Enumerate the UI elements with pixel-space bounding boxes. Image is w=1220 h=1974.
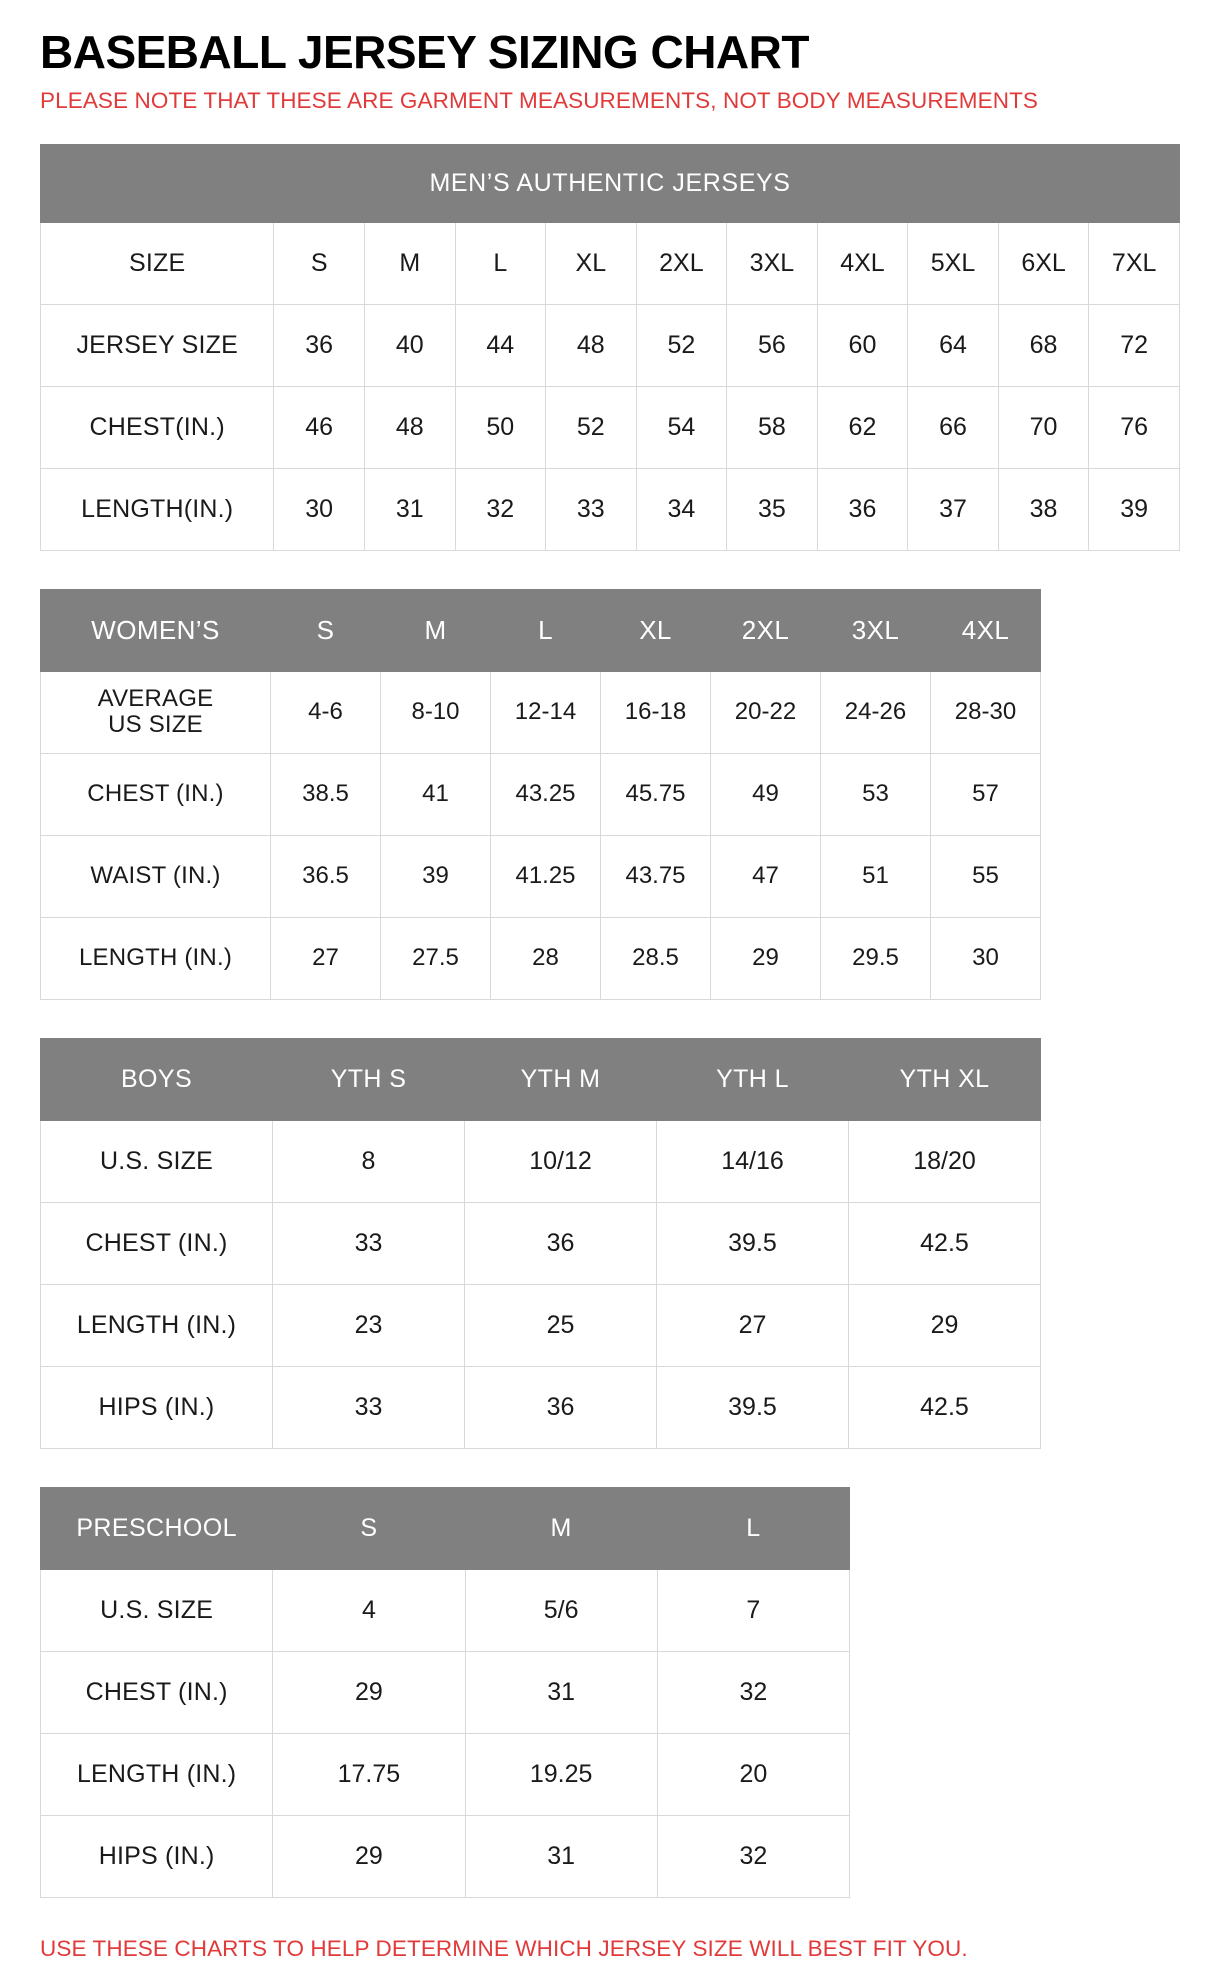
table-row bbox=[41, 1815, 850, 1897]
table-cell: 36.5 bbox=[271, 835, 381, 917]
table-cell: 29 bbox=[849, 1284, 1041, 1366]
table-cell: 31 bbox=[364, 468, 455, 550]
table-cell: 27 bbox=[657, 1284, 849, 1366]
table-cell: 29 bbox=[273, 1651, 465, 1733]
row-label-hips: HIPS (IN.) bbox=[41, 1815, 273, 1897]
table-row bbox=[41, 1651, 850, 1733]
table-header-cell: YTH L bbox=[657, 1038, 849, 1120]
table-cell: 24-26 bbox=[821, 671, 931, 753]
table-cell: 36 bbox=[274, 304, 365, 386]
table-cell: 33 bbox=[273, 1366, 465, 1448]
table-cell: 32 bbox=[657, 1651, 849, 1733]
table-header-cell: M bbox=[465, 1487, 657, 1569]
table-cell: 62 bbox=[817, 386, 908, 468]
table-row bbox=[41, 386, 1180, 468]
table-cell: 44 bbox=[455, 304, 546, 386]
footer-note: USE THESE CHARTS TO HELP DETERMINE WHICH JERSEY SIZE WILL BEST FIT YOU. bbox=[40, 1935, 968, 1961]
table-cell: 29.5 bbox=[821, 917, 931, 999]
table-header-cell: 4XL bbox=[931, 589, 1041, 671]
table-cell: 60 bbox=[817, 304, 908, 386]
table-header-cell: M bbox=[381, 589, 491, 671]
table-cell: 66 bbox=[908, 386, 999, 468]
table-cell: 25 bbox=[465, 1284, 657, 1366]
row-label-length: LENGTH (IN.) bbox=[41, 1733, 273, 1815]
table-cell: 32 bbox=[455, 468, 546, 550]
row-label-chest: CHEST (IN.) bbox=[41, 753, 271, 835]
table-cell: 41.25 bbox=[491, 835, 601, 917]
table-row bbox=[41, 1120, 1041, 1202]
table-header-cell: YTH XL bbox=[849, 1038, 1041, 1120]
table-cell: S bbox=[274, 222, 365, 304]
table-cell: 34 bbox=[636, 468, 727, 550]
table-cell: 4-6 bbox=[271, 671, 381, 753]
row-label-us-size: U.S. SIZE bbox=[41, 1569, 273, 1651]
table-cell: 41 bbox=[381, 753, 491, 835]
table-cell: 30 bbox=[931, 917, 1041, 999]
table-cell: 28-30 bbox=[931, 671, 1041, 753]
table-cell: 37 bbox=[908, 468, 999, 550]
table-cell: 20-22 bbox=[711, 671, 821, 753]
mens-sizing-table bbox=[40, 144, 1180, 551]
table-cell: 27.5 bbox=[381, 917, 491, 999]
table-cell: 43.25 bbox=[491, 753, 601, 835]
row-label-waist: WAIST (IN.) bbox=[41, 835, 271, 917]
table-cell: 31 bbox=[465, 1651, 657, 1733]
table-cell: 35 bbox=[727, 468, 818, 550]
table-cell: 7 bbox=[657, 1569, 849, 1651]
table-cell: 42.5 bbox=[849, 1202, 1041, 1284]
table-cell: 16-18 bbox=[601, 671, 711, 753]
table-cell: 38.5 bbox=[271, 753, 381, 835]
table-cell: 12-14 bbox=[491, 671, 601, 753]
table-cell: 10/12 bbox=[465, 1120, 657, 1202]
table-cell: 57 bbox=[931, 753, 1041, 835]
table-cell: 51 bbox=[821, 835, 931, 917]
table-cell: 6XL bbox=[998, 222, 1089, 304]
garment-measurement-note: PLEASE NOTE THAT THESE ARE GARMENT MEASUREMENTS, NOT BODY MEASUREMENTS bbox=[40, 88, 1039, 114]
table-cell: 64 bbox=[908, 304, 999, 386]
table-cell: 52 bbox=[636, 304, 727, 386]
table-cell: 68 bbox=[998, 304, 1089, 386]
table-cell: 39.5 bbox=[657, 1202, 849, 1284]
table-cell: 17.75 bbox=[273, 1733, 465, 1815]
table-row bbox=[41, 835, 1041, 917]
table-cell: 36 bbox=[465, 1202, 657, 1284]
table-cell: 42.5 bbox=[849, 1366, 1041, 1448]
table-cell: 30 bbox=[274, 468, 365, 550]
table-row bbox=[41, 1202, 1041, 1284]
womens-sizing-table bbox=[40, 589, 1041, 1000]
mens-banner: MEN’S AUTHENTIC JERSEYS bbox=[41, 144, 1180, 222]
row-label-length: LENGTH(IN.) bbox=[41, 468, 274, 550]
preschool-header-label: PRESCHOOL bbox=[41, 1487, 273, 1569]
table-cell: 50 bbox=[455, 386, 546, 468]
row-label-line1: AVERAGE bbox=[97, 684, 214, 712]
table-row bbox=[41, 1284, 1041, 1366]
table-row bbox=[41, 1487, 850, 1569]
table-cell: 5XL bbox=[908, 222, 999, 304]
table-cell: 32 bbox=[657, 1815, 849, 1897]
table-cell: 19.25 bbox=[465, 1733, 657, 1815]
table-cell: 52 bbox=[546, 386, 637, 468]
table-cell: 39 bbox=[381, 835, 491, 917]
table-row bbox=[41, 222, 1180, 304]
boys-sizing-table bbox=[40, 1038, 1041, 1449]
table-header-cell: XL bbox=[601, 589, 711, 671]
row-label-length: LENGTH (IN.) bbox=[41, 917, 271, 999]
table-cell: 72 bbox=[1089, 304, 1180, 386]
row-label-jersey-size: JERSEY SIZE bbox=[41, 304, 274, 386]
table-header-cell: YTH S bbox=[273, 1038, 465, 1120]
table-cell: M bbox=[364, 222, 455, 304]
table-cell: 29 bbox=[273, 1815, 465, 1897]
table-cell: 36 bbox=[817, 468, 908, 550]
table-cell: XL bbox=[546, 222, 637, 304]
page-title: BASEBALL JERSEY SIZING CHART bbox=[40, 26, 809, 78]
table-cell: 48 bbox=[546, 304, 637, 386]
table-row bbox=[41, 304, 1180, 386]
table-cell: 4 bbox=[273, 1569, 465, 1651]
table-cell: 8 bbox=[273, 1120, 465, 1202]
table-cell: 38 bbox=[998, 468, 1089, 550]
table-cell: 3XL bbox=[727, 222, 818, 304]
table-cell: 53 bbox=[821, 753, 931, 835]
table-header-cell: L bbox=[491, 589, 601, 671]
table-cell: 36 bbox=[465, 1366, 657, 1448]
table-cell: 47 bbox=[711, 835, 821, 917]
table-cell: 2XL bbox=[636, 222, 727, 304]
table-cell: 48 bbox=[364, 386, 455, 468]
row-label-line2: US SIZE bbox=[108, 711, 203, 739]
table-cell: 40 bbox=[364, 304, 455, 386]
table-row bbox=[41, 1733, 850, 1815]
table-cell: 56 bbox=[727, 304, 818, 386]
row-label-average-us-size bbox=[41, 671, 271, 753]
table-cell: 76 bbox=[1089, 386, 1180, 468]
table-header-cell: YTH M bbox=[465, 1038, 657, 1120]
boys-header-label: BOYS bbox=[41, 1038, 273, 1120]
table-row bbox=[41, 589, 1041, 671]
table-cell: 18/20 bbox=[849, 1120, 1041, 1202]
table-cell: 39.5 bbox=[657, 1366, 849, 1448]
table-row bbox=[41, 1366, 1041, 1448]
row-label-chest: CHEST (IN.) bbox=[41, 1651, 273, 1733]
table-cell: 4XL bbox=[817, 222, 908, 304]
row-label-chest: CHEST(IN.) bbox=[41, 386, 274, 468]
table-cell: 45.75 bbox=[601, 753, 711, 835]
womens-header-label: WOMEN’S bbox=[41, 589, 271, 671]
row-label-chest: CHEST (IN.) bbox=[41, 1202, 273, 1284]
table-cell: L bbox=[455, 222, 546, 304]
row-label-hips: HIPS (IN.) bbox=[41, 1366, 273, 1448]
table-cell: 33 bbox=[546, 468, 637, 550]
table-cell: 27 bbox=[271, 917, 381, 999]
table-row bbox=[41, 671, 1041, 753]
table-cell: 23 bbox=[273, 1284, 465, 1366]
table-cell: 70 bbox=[998, 386, 1089, 468]
table-cell: 49 bbox=[711, 753, 821, 835]
table-cell: 20 bbox=[657, 1733, 849, 1815]
table-cell: 28.5 bbox=[601, 917, 711, 999]
row-label-size: SIZE bbox=[41, 222, 274, 304]
table-row bbox=[41, 917, 1041, 999]
table-cell: 31 bbox=[465, 1815, 657, 1897]
table-cell: 39 bbox=[1089, 468, 1180, 550]
preschool-sizing-table bbox=[40, 1487, 850, 1898]
table-cell: 43.75 bbox=[601, 835, 711, 917]
table-cell: 28 bbox=[491, 917, 601, 999]
table-header-cell: S bbox=[271, 589, 381, 671]
table-cell: 46 bbox=[274, 386, 365, 468]
row-label-us-size: U.S. SIZE bbox=[41, 1120, 273, 1202]
table-cell: 58 bbox=[727, 386, 818, 468]
table-cell: 5/6 bbox=[465, 1569, 657, 1651]
table-row bbox=[41, 753, 1041, 835]
table-row bbox=[41, 144, 1180, 222]
row-label-length: LENGTH (IN.) bbox=[41, 1284, 273, 1366]
table-cell: 14/16 bbox=[657, 1120, 849, 1202]
table-cell: 55 bbox=[931, 835, 1041, 917]
table-cell: 8-10 bbox=[381, 671, 491, 753]
table-row bbox=[41, 1569, 850, 1651]
table-header-cell: L bbox=[657, 1487, 849, 1569]
table-cell: 7XL bbox=[1089, 222, 1180, 304]
table-cell: 54 bbox=[636, 386, 727, 468]
table-row bbox=[41, 1038, 1041, 1120]
table-cell: 33 bbox=[273, 1202, 465, 1284]
table-header-cell: 3XL bbox=[821, 589, 931, 671]
table-header-cell: 2XL bbox=[711, 589, 821, 671]
table-header-cell: S bbox=[273, 1487, 465, 1569]
table-cell: 29 bbox=[711, 917, 821, 999]
table-row bbox=[41, 468, 1180, 550]
